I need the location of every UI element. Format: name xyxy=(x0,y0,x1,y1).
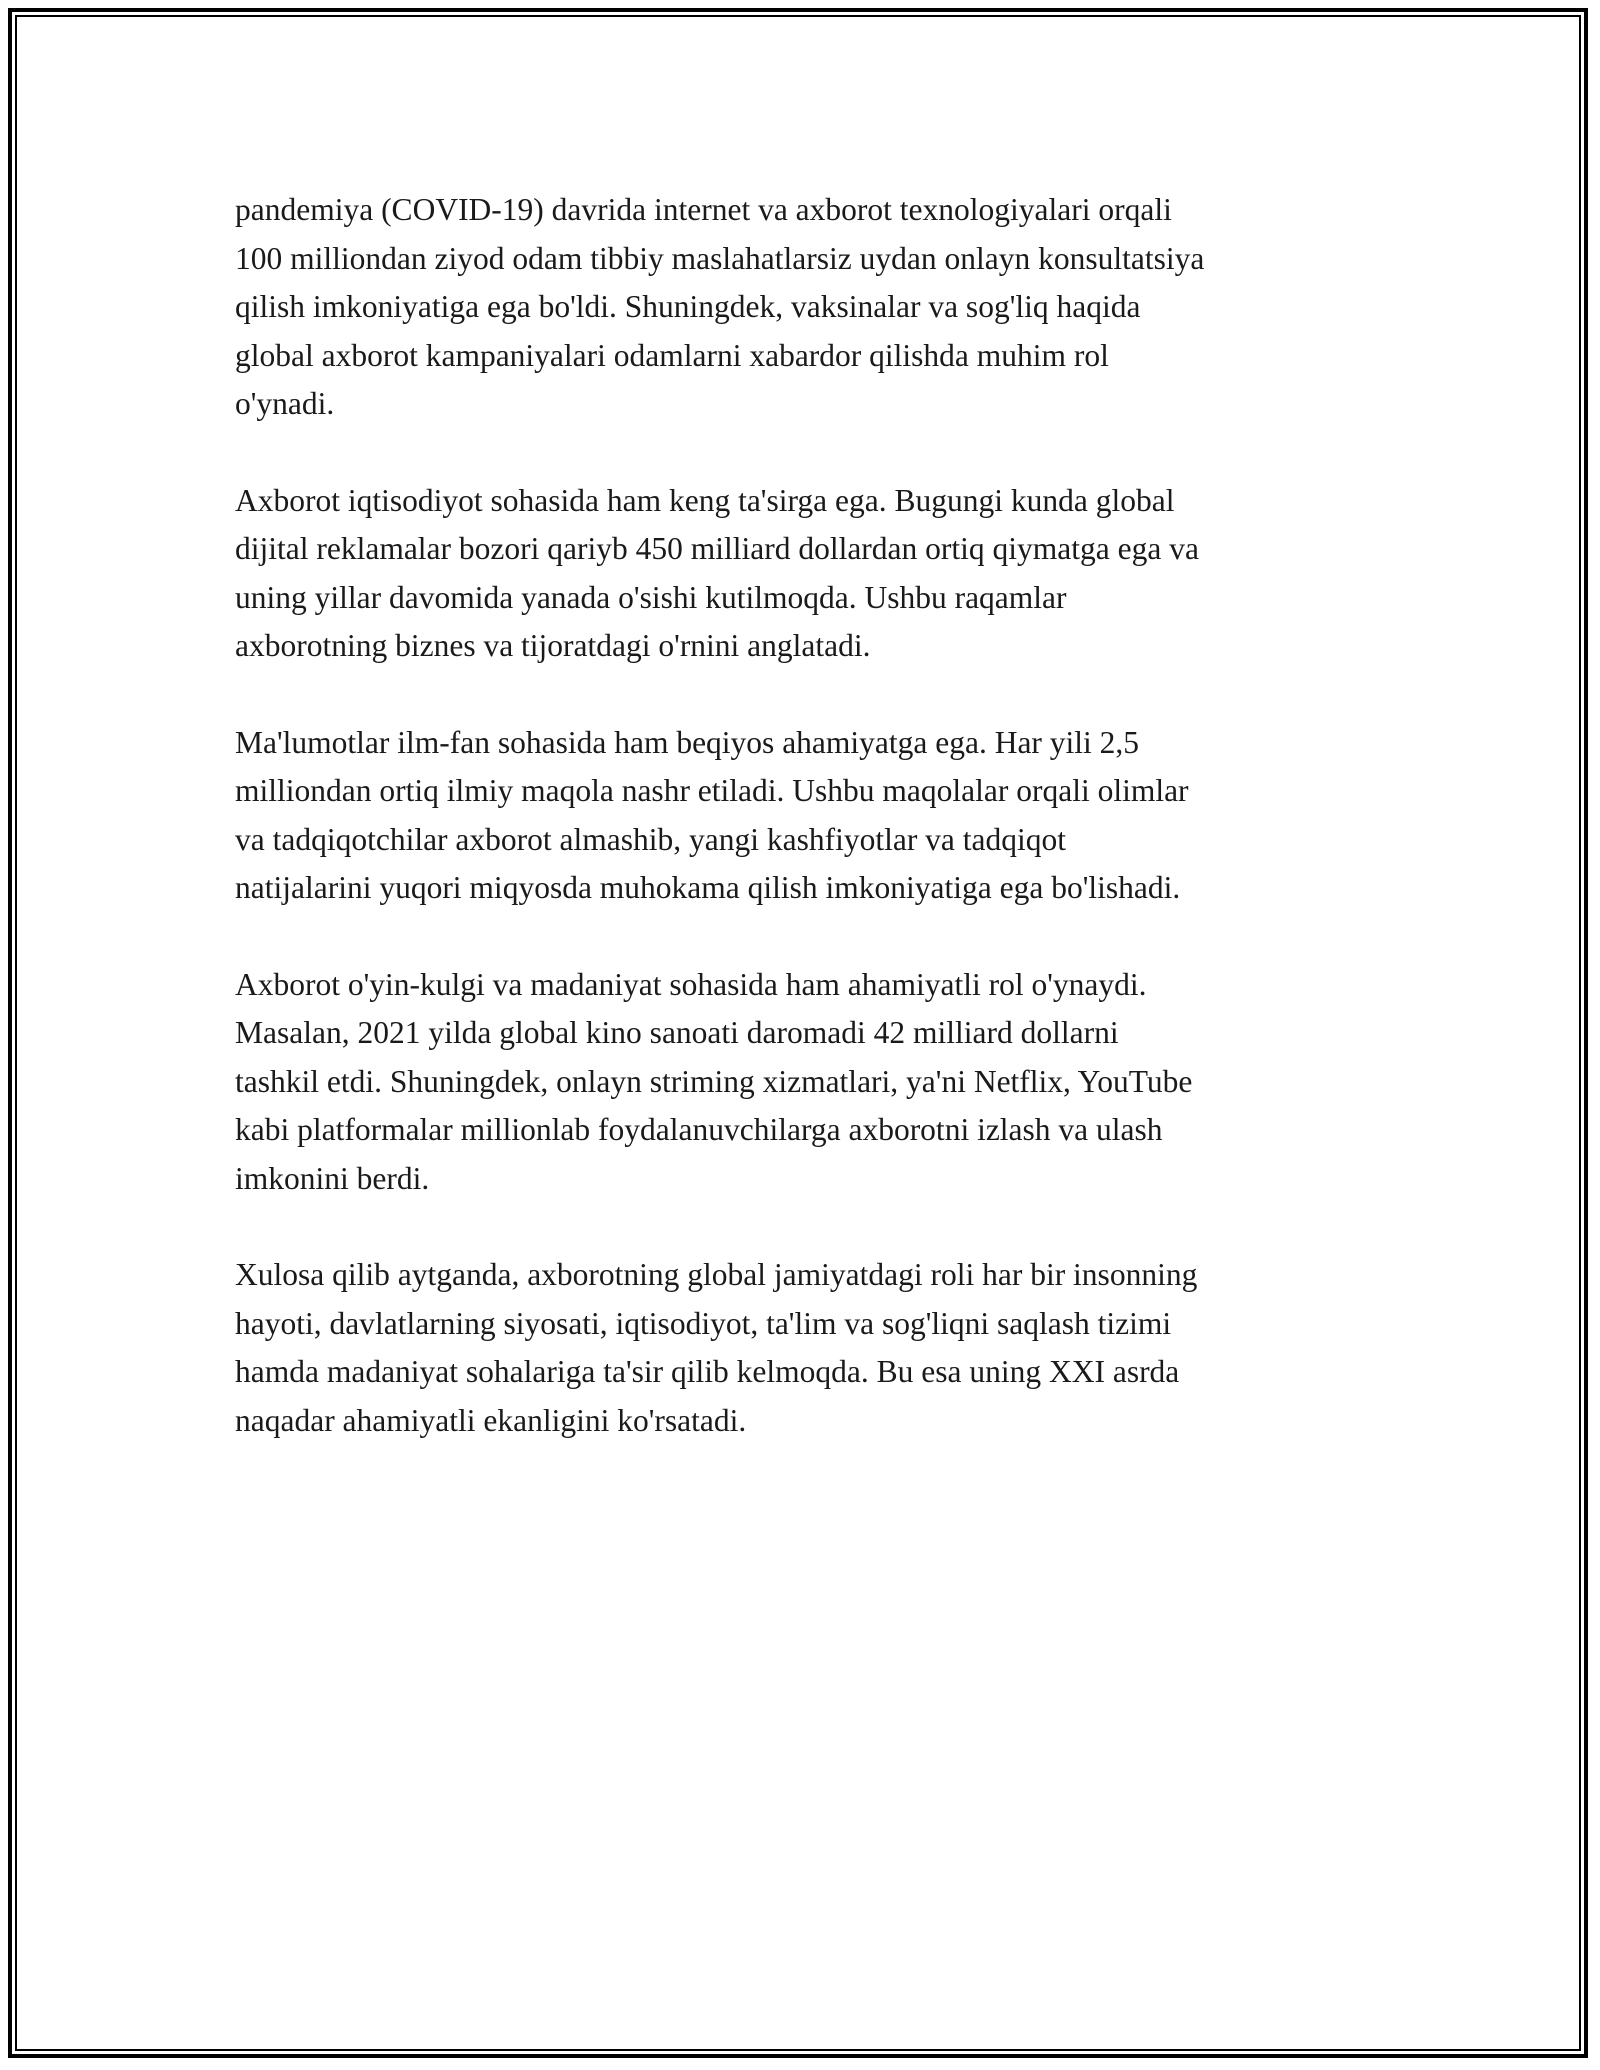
text-line: hamda madaniyat sohalariga ta'sir qilib kelmoqda. Bu esa uning XXI asrda xyxy=(235,1354,1180,1389)
text-line: milliondan ortiq ilmiy maqola nashr etiladi. Ushbu maqolalar orqali olimlar xyxy=(235,773,1189,808)
document-body xyxy=(235,186,1375,1493)
text-line: naqadar ahamiyatli ekanligini ko'rsatadi. xyxy=(235,1402,747,1438)
text-line: Xulosa qilib aytganda, axborotning global jamiyatdagi roli har bir insonning xyxy=(235,1257,1198,1292)
text-line: kabi platformalar millionlab foydalanuvchilarga axborotni izlash va ulash xyxy=(235,1112,1163,1147)
text-line: imkonini berdi. xyxy=(235,1160,430,1196)
paragraph-conclusion xyxy=(235,1251,1375,1445)
text-line: pandemiya (COVID-19) davrida internet va axborot texnologiyalari orqali xyxy=(235,192,1172,227)
paragraph-science xyxy=(235,719,1375,913)
text-line: global axborot kampaniyalari odamlarni xabardor qilishda muhim rol xyxy=(235,337,1109,373)
text-line: o'ynadi. xyxy=(235,386,335,421)
paragraph-pandemic xyxy=(235,186,1375,429)
text-line: qilish imkoniyatiga ega bo'ldi. Shuningdek, vaksinalar va sog'liq haqida xyxy=(235,289,1141,324)
text-line: Axborot o'yin-kulgi va madaniyat sohasida ham ahamiyatli rol o'ynaydi. xyxy=(235,966,1147,1002)
text-line: 100 milliondan ziyod odam tibbiy maslahatlarsiz uydan onlayn konsultatsiya xyxy=(235,240,1205,276)
paragraph-economy xyxy=(235,477,1375,671)
text-line: hayoti, davlatlarning siyosati, iqtisodiyot, ta'lim va sog'liqni saqlash tizimi xyxy=(235,1305,1172,1341)
text-line: Masalan, 2021 yilda global kino sanoati daromadi 42 milliard dollarni xyxy=(235,1015,1119,1050)
text-line: Ma'lumotlar ilm-fan sohasida ham beqiyos ahamiyatga ega. Har yili 2,5 xyxy=(235,724,1140,760)
paragraph-entertainment xyxy=(235,961,1375,1204)
text-line: Axborot iqtisodiyot sohasida ham keng ta'sirga ega. Bugungi kunda global xyxy=(235,482,1175,518)
text-line: tashkil etdi. Shuningdek, onlayn striming xizmatlari, ya'ni Netflix, YouTube xyxy=(235,1063,1193,1099)
text-line: va tadqiqotchilar axborot almashib, yangi kashfiyotlar va tadqiqot xyxy=(235,821,1067,857)
text-line: natijalarini yuqori miqyosda muhokama qilish imkoniyatiga ega bo'lishadi. xyxy=(235,870,1181,905)
text-line: dijital reklamalar bozori qariyb 450 milliard dollardan ortiq qiymatga ega va xyxy=(235,531,1199,566)
text-line: uning yillar davomida yanada o'sishi kutilmoqda. Ushbu raqamlar xyxy=(235,579,1067,615)
text-line: axborotning biznes va tijoratdagi o'rnini anglatadi. xyxy=(235,628,871,663)
